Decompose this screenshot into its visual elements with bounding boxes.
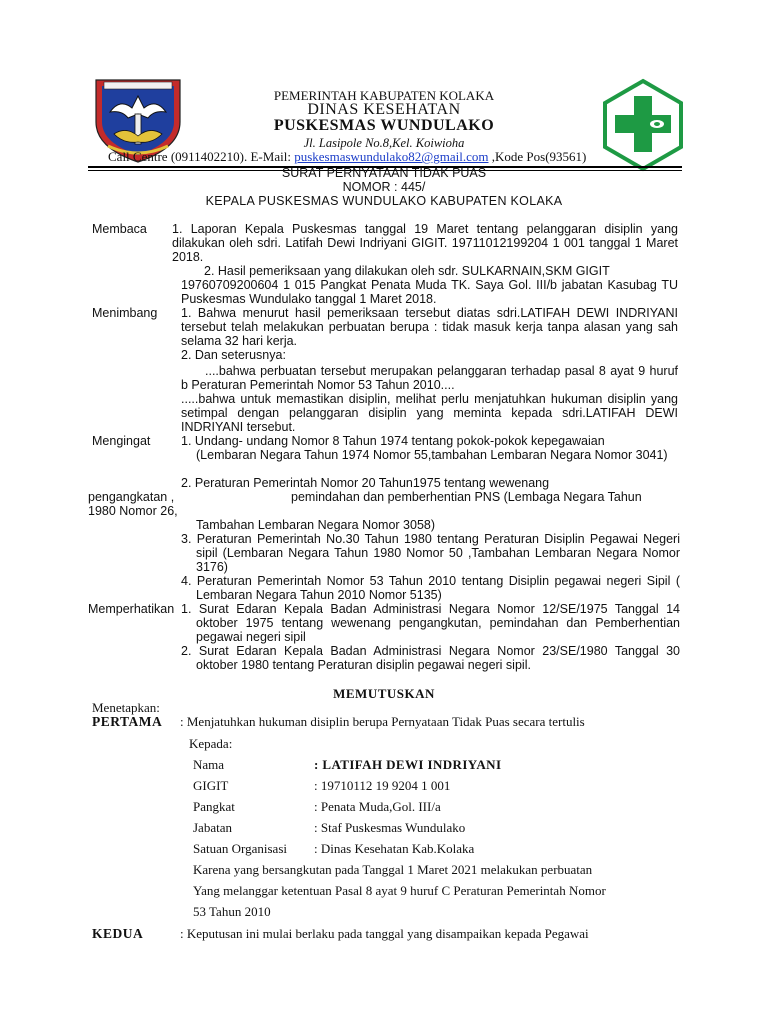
menetapkan-label: Menetapkan: bbox=[92, 700, 160, 715]
mengingat-item-2-first: 2. Peraturan Pemerintah Nomor 20 Tahun1975 tentang wewenang bbox=[181, 476, 550, 490]
field-value-jabatan: : Staf Puskesmas Wundulako bbox=[314, 820, 466, 835]
membaca-item-1: 1. Laporan Kepala Puskesmas tanggal 19 Maret tentang pelanggaran disiplin yang dilakukan oleh sdri. Latifah Dewi Indriyani GIGIT. 19711012199204 1 001 tanggal 1 Maret 2018. bbox=[172, 222, 678, 264]
email-link[interactable]: puskesmaswundulako82@gmail.com bbox=[294, 149, 489, 164]
mengingat-item-1: 1. Undang- undang Nomor 8 Tahun 1974 tentang pokok-pokok kepegawaian bbox=[181, 434, 605, 448]
menimbang-item-1: 1. Bahwa menurut hasil pemeriksaan tersebut diatas sdri.LATIFAH DEWI INDRIYANI tersebut telah melakukan perbuatan berupa : tidak masuk kerja tanpa alasan yang sah selama 32 hari kerja. bbox=[181, 306, 678, 348]
karena-line-2: Yang melanggar ketentuan Pasal 8 ayat 9 huruf C Peraturan Pemerintah Nomor bbox=[193, 883, 606, 898]
field-label-jabatan: Jabatan bbox=[193, 820, 232, 835]
mengingat-item-2-second-b: pemindahan dan pemberhentian PNS (Lembaga Negara Tahun bbox=[291, 490, 642, 504]
mengingat-item-2-fourth: Tambahan Lembaran Negara Nomor 3058) bbox=[196, 518, 436, 532]
kedua-label: KEDUA bbox=[92, 926, 144, 941]
kepada-label: Kepada: bbox=[189, 736, 233, 751]
menimbang-item-2-b: .....bahwa untuk memastikan disiplin, melihat perlu menjatuhkan hukuman disiplin yang setimpal dengan pelanggaran disiplin yang meminta kepada sdri.LATIFAH DEWI INDRIYANI tersebut. bbox=[181, 392, 678, 434]
membaca-label: Membaca bbox=[92, 222, 147, 236]
memperhatikan-item-2: 2. Surat Edaran Kepala Badan Administrasi Negara Nomor 23/SE/1980 Tanggal 30 oktober 1980 tentang Peraturan disiplin pegawai negeri sipil. bbox=[181, 644, 680, 672]
header-contact-suffix: ,Kode Pos(93561) bbox=[488, 149, 587, 164]
membaca-item-2-first: 2. Hasil pemeriksaan yang dilakukan oleh sdr. SULKARNAIN,SKM GIGIT bbox=[204, 264, 610, 278]
memperhatikan-label: Memperhatikan bbox=[88, 602, 175, 616]
field-value-nama: : LATIFAH DEWI INDRIYANI bbox=[314, 757, 502, 772]
header-line-puskesmas: PUSKESMAS WUNDULAKO bbox=[273, 117, 495, 134]
memperhatikan-item-1: 1. Surat Edaran Kepala Badan Administrasi Negara Nomor 12/SE/1975 Tanggal 14 oktober 1975 tentang wewenang pengangkutan, pemindahan dan Pemberhentian pegawai negeri sipil bbox=[181, 602, 680, 644]
decision-heading: MEMUTUSKAN bbox=[333, 686, 435, 701]
letter-number: NOMOR : 445/ bbox=[342, 180, 426, 194]
pertama-label: PERTAMA bbox=[92, 714, 163, 729]
karena-line-3: 53 Tahun 2010 bbox=[193, 904, 271, 919]
mengingat-label: Mengingat bbox=[92, 434, 151, 448]
header-line-department: DINAS KESEHATAN bbox=[307, 101, 461, 118]
field-label-nama: Nama bbox=[193, 757, 225, 772]
pertama-text: : Menjatuhkan hukuman disiplin berupa Pernyataan Tidak Puas secara tertulis bbox=[180, 714, 585, 729]
header-line-government: PEMERINTAH KABUPATEN KOLAKA bbox=[273, 88, 495, 103]
field-label-satuan-organisasi: Satuan Organisasi bbox=[193, 841, 287, 856]
menimbang-label: Menimbang bbox=[92, 306, 158, 320]
letter-title: SURAT PERNYATAAN TIDAK PUAS bbox=[281, 166, 487, 180]
field-label-pangkat: Pangkat bbox=[193, 799, 235, 814]
mengingat-item-4: 4. Peraturan Pemerintah Nomor 53 Tahun 2010 tentang Disiplin pegawai negeri Sipil ( Lembaran Negara Tahun 2010 Nomor 5135) bbox=[181, 574, 680, 602]
header-address: Jl. Lasipole No.8,Kel. Koiwioha bbox=[303, 136, 465, 150]
mengingat-item-2-second-a: pengangkatan , bbox=[88, 490, 175, 504]
mengingat-item-1-rest: (Lembaran Negara Tahun 1974 Nomor 55,tambahan Lembaran Negara Nomor 3041) bbox=[196, 448, 668, 462]
mengingat-item-3: 3. Peraturan Pemerintah No.30 Tahun 1980 tentang Peraturan Disiplin Pegawai Negeri sipil (Lembaran Negara Tahun 1980 Nomor 50 ,Tambahan Lembaran Negara Nomor 3176) bbox=[181, 532, 680, 574]
menimbang-item-2-a: ....bahwa perbuatan tersebut merupakan pelanggaran terhadap pasal 8 ayat 9 huruf b Peraturan Pemerintah Nomor 53 Tahun 2010.... bbox=[181, 364, 678, 392]
membaca-item-2-rest: 19760709200604 1 015 Pangkat Penata Muda TK. Saya Gol. III/b jabatan Kasubag TU Puskesmas Wundulako tanggal 1 Maret 2018. bbox=[181, 278, 678, 306]
field-value-pangkat: : Penata Muda,Gol. III/a bbox=[314, 799, 441, 814]
header-contact-prefix: Call Centre (0911402210). E-Mail: bbox=[108, 149, 295, 164]
field-value-gigit: : 19710112 19 9204 1 001 bbox=[314, 778, 451, 793]
kedua-text: : Keputusan ini mulai berlaku pada tanggal yang disampaikan kepada Pegawai bbox=[180, 926, 589, 941]
mengingat-item-2-third: 1980 Nomor 26, bbox=[88, 504, 178, 518]
field-value-satuan-organisasi: : Dinas Kesehatan Kab.Kolaka bbox=[314, 841, 475, 856]
letter-issuer: KEPALA PUSKESMAS WUNDULAKO KABUPATEN KOLAKA bbox=[205, 194, 563, 208]
menimbang-item-2: 2. Dan seterusnya: bbox=[181, 348, 286, 362]
field-label-gigit: GIGIT bbox=[193, 778, 229, 793]
karena-line-1: Karena yang bersangkutan pada Tanggal 1 Maret 2021 melakukan perbuatan bbox=[193, 862, 593, 877]
header-contact bbox=[108, 149, 586, 165]
